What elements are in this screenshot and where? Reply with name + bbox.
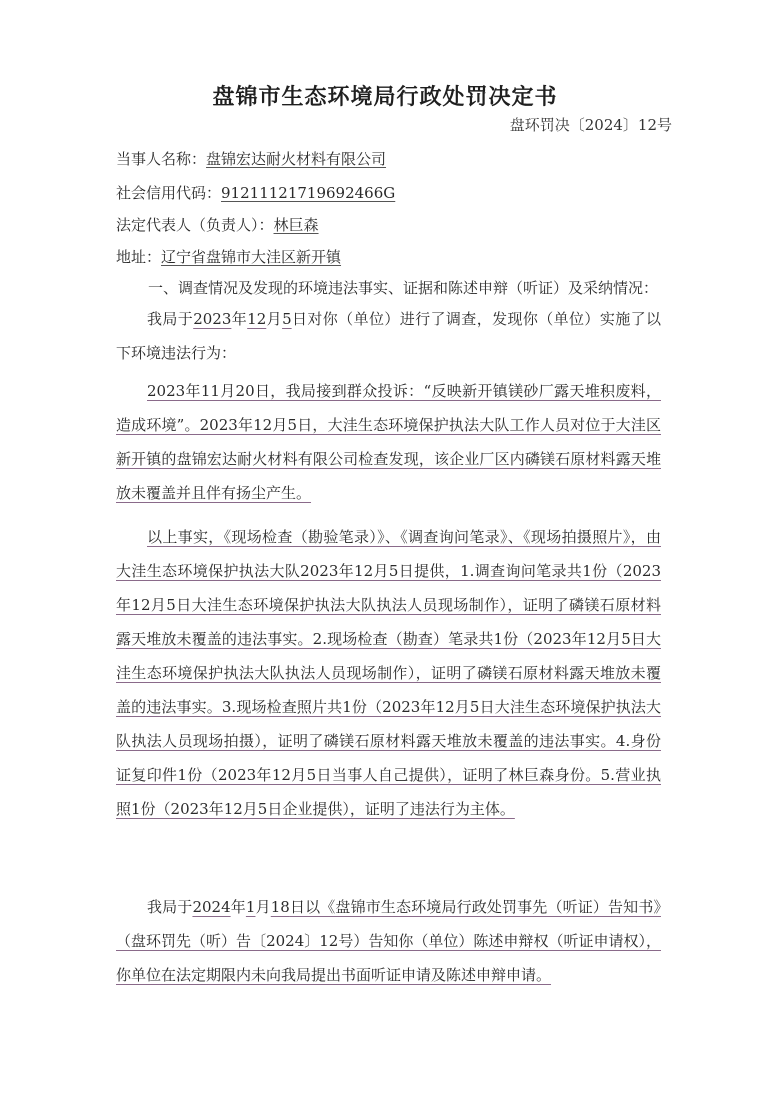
credit-code-field (116, 182, 395, 203)
party-name-value: 盘锦宏达耐火材料有限公司 (206, 150, 387, 168)
credit-code-label: 社会信用代码： (116, 184, 222, 202)
p1-day: 5 (282, 310, 292, 328)
p4-text-b: 年 (230, 898, 246, 916)
notice-paragraph (116, 890, 661, 992)
section-heading: 一、调查情况及发现的环境违法事实、证据和陈述申辩（听证）及采纳情况： (148, 279, 659, 297)
violation-facts-paragraph (116, 374, 661, 510)
p1-year: 2023 (193, 310, 232, 328)
party-name-label: 当事人名称： (116, 150, 207, 168)
legal-rep-label: 法定代表人（负责人）： (116, 216, 274, 234)
p4-text-a: 我局于 (147, 898, 193, 916)
evidence-text: 以上事实，《现场检查（勘验笔录）》、《调查询问笔录》、《现场拍摄照片》，由大洼生态环境保护执法大队2023年12月5日提供，1.调查询问笔录共1份（2023年12月5日大洼生态环境保护执法大队执法人员现场制作），证明了磷镁石原材料露天堆放未覆盖的违法事实。2.现场检查（勘查）笔录共1份（2023年12月5日大洼生态环境保护执法大队执法人员现场制作），证明了磷镁石原材料露天堆放未覆盖的违法事实。3.现场检查照片共1份（2023年12月5日大洼生态环境保护执法大队执法人员现场拍摄），证明了磷镁石原材料露天堆放未覆盖的违法事实。4.身份证复印件1份（2023年12月5日当事人自己提供），证明了林巨森身份。5.营业执照1份（2023年12月5日企业提供），证明了违法行为主体。 (116, 528, 661, 818)
legal-rep-value: 林巨森 (273, 216, 319, 234)
credit-code-value: 91211121719692466G (221, 184, 396, 202)
p1-text-a: 我局于 (147, 310, 194, 328)
address-value: 辽宁省盘锦市大洼区新开镇 (161, 248, 342, 266)
p1-month: 12 (247, 310, 267, 328)
p1-text-c: 月 (266, 310, 283, 328)
investigation-paragraph (116, 302, 661, 370)
address-field (116, 246, 341, 267)
p4-day: 18 (270, 898, 290, 916)
p4-text-d: 日以《盘锦市生态环境局行政处罚事先（听证）告知书》（盘环罚先（听）告〔2024〕12号）告知你（单位）陈述申辩权（听证申请权），你单位在法定期限内未向我局提出书面听证申请及陈述申辩申请。 (116, 898, 661, 984)
p4-year: 2024 (192, 898, 231, 916)
document-title: 盘锦市生态环境局行政处罚决定书 (212, 84, 558, 110)
p4-month: 1 (245, 898, 256, 916)
party-name-field (116, 148, 386, 169)
evidence-paragraph (116, 520, 661, 826)
address-label: 地址： (116, 248, 162, 266)
document-number: 盘环罚决〔2024〕12号 (509, 116, 672, 134)
legal-rep-field (116, 214, 319, 235)
p1-text-b: 年 (231, 310, 248, 328)
p4-text-c: 月 (255, 898, 271, 916)
p1-text-d: 日对你（单位）进行了调查，发现你（单位）实施了以下环境违法行为： (116, 310, 661, 362)
violation-facts-text: 2023年11月20日，我局接到群众投诉：“反映新开镇镁砂厂露天堆积废料，造成环境”。2023年12月5日，大洼生态环境保护执法大队工作人员对位于大洼区新开镇的盘锦宏达耐火材料有限公司检查发现，该企业厂区内磷镁石原材料露天堆放未覆盖并且伴有扬尘产生。 (116, 382, 661, 502)
